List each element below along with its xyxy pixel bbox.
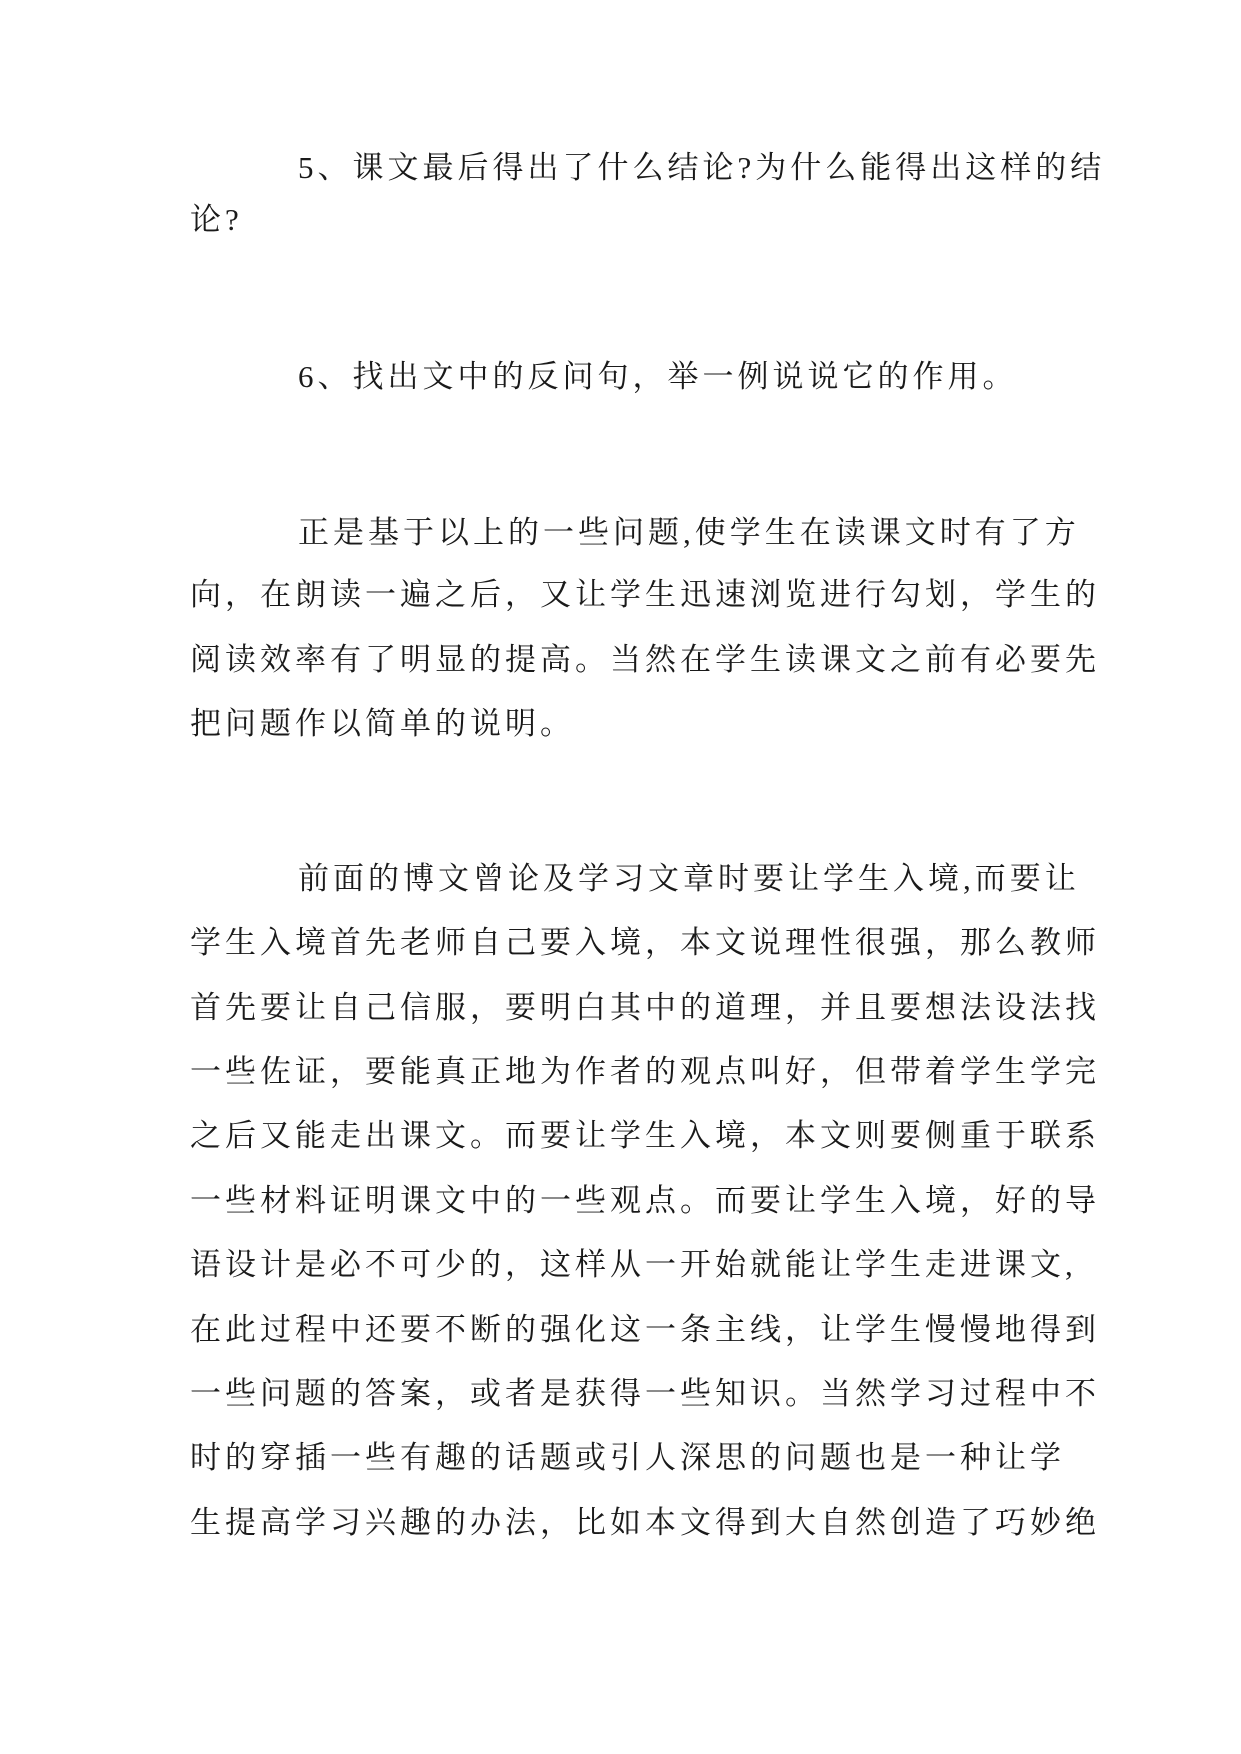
text-line: 论? (190, 202, 243, 237)
text-line: 6、找出文中的反问句，举一例说说它的作用。 (298, 359, 1018, 394)
text-line: 把问题作以简单的说明。 (190, 706, 575, 741)
text-line: 时的穿插一些有趣的话题或引人深思的问题也是一种让学 (190, 1440, 1065, 1475)
text-line: 之后又能走出课文。而要让学生入境，本文则要侧重于联系 (190, 1118, 1100, 1153)
text-line: 在此过程中还要不断的强化这一条主线，让学生慢慢地得到 (190, 1312, 1100, 1347)
text-line: 语设计是必不可少的，这样从一开始就能让学生走进课文, (190, 1247, 1077, 1282)
text-line: 生提高学习兴趣的办法，比如本文得到大自然创造了巧妙绝 (190, 1505, 1100, 1540)
text-line: 一些佐证，要能真正地为作者的观点叫好，但带着学生学完 (190, 1054, 1100, 1089)
text-line: 向，在朗读一遍之后，又让学生迅速浏览进行勾划，学生的 (190, 577, 1100, 612)
text-line: 阅读效率有了明显的提高。当然在学生读课文之前有必要先 (190, 642, 1100, 677)
text-line: 首先要让自己信服，要明白其中的道理，并且要想法设法找 (190, 990, 1100, 1025)
text-line: 一些问题的答案，或者是获得一些知识。当然学习过程中不 (190, 1376, 1100, 1411)
text-line: 学生入境首先老师自己要入境，本文说理性很强，那么教师 (190, 925, 1100, 960)
text-line: 5、课文最后得出了什么结论?为什么能得出这样的结 (298, 150, 1106, 185)
text-line: 前面的博文曾论及学习文章时要让学生入境,而要让 (298, 861, 1080, 896)
text-line: 正是基于以上的一些问题,使学生在读课文时有了方 (298, 515, 1080, 550)
text-line: 一些材料证明课文中的一些观点。而要让学生入境，好的导 (190, 1183, 1100, 1218)
